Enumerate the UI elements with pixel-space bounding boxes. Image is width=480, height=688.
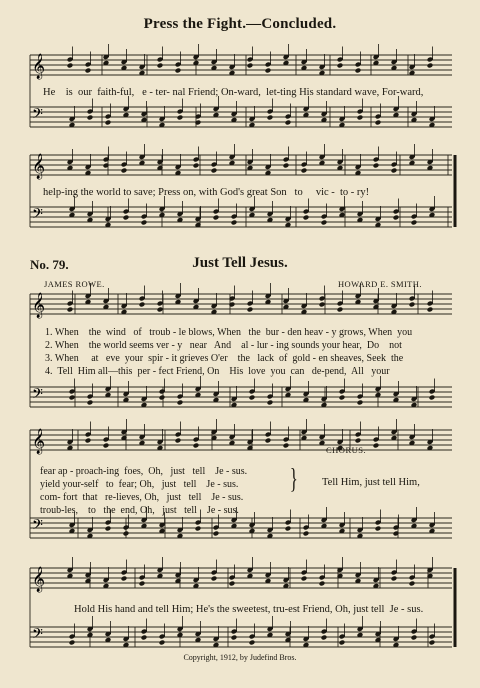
page-title: Press the Fight.—Concluded.: [143, 16, 337, 32]
note-head: [301, 576, 308, 582]
verse-1-a: 1. When the wind of troub - le blows, When the bur - den heav - y grows, When you: [45, 327, 413, 338]
note-head: [267, 400, 274, 406]
note-head: [319, 581, 326, 587]
note-head: [427, 63, 434, 69]
note-head: [159, 640, 166, 646]
note-head: [427, 307, 434, 313]
note-head: [285, 120, 292, 126]
note-head: [301, 168, 308, 174]
note-head: [141, 635, 148, 641]
note-head: [85, 68, 92, 74]
note-head: [375, 526, 382, 532]
note-head: [303, 531, 310, 537]
note-head: [429, 395, 436, 401]
note-head: [355, 68, 362, 74]
treble-clef: 𝄞: [32, 567, 46, 592]
note-head: [285, 526, 292, 532]
hymn-title: Just Tell Jesus.: [192, 255, 288, 271]
note-head: [247, 63, 254, 69]
note-head: [265, 438, 272, 444]
note-head: [231, 220, 238, 226]
note-head: [373, 443, 380, 449]
note-head: [105, 120, 112, 126]
hymn-number: No. 79.: [30, 257, 69, 272]
note-head: [357, 400, 364, 406]
note-head: [409, 581, 416, 587]
note-head: [429, 640, 436, 646]
note-head: [303, 215, 310, 221]
note-head: [319, 302, 326, 308]
bass-clef: 𝄢: [32, 626, 43, 646]
note-head: [193, 163, 200, 169]
note-head: [157, 307, 164, 313]
note-head: [69, 395, 76, 401]
bass-clef: 𝄢: [32, 106, 43, 126]
note-head: [105, 526, 112, 532]
note-head: [193, 443, 200, 449]
note-head: [231, 635, 238, 641]
refrain-line: Hold His hand and tell Him; He's the sweetest, tru-est Friend, Oh, just tell Je - sus.: [74, 604, 424, 615]
copyright-notice: Copyright, 1912, by Judefind Bros.: [183, 653, 297, 662]
chorus-text: Tell Him, just tell Him,: [322, 477, 420, 488]
note-head: [87, 400, 94, 406]
note-head: [211, 168, 218, 174]
note-head: [411, 635, 418, 641]
treble-clef: 𝄞: [32, 54, 46, 79]
note-head: [175, 68, 182, 74]
note-head: [249, 640, 256, 646]
note-head: [249, 395, 256, 401]
note-head: [337, 307, 344, 313]
verse-2-a: 2. When the world seems ver - y near And al - lur - ing sounds your hear, Do not: [45, 340, 402, 351]
verse-3-b: com- fort that re-lieves, Oh, just tell Je - sus.: [40, 492, 244, 503]
verse-4-b: troub-les, to the end, Oh, just tell Je - sus.: [40, 505, 239, 516]
note-head: [321, 635, 328, 641]
verse-4-a: 4. Tell Him all—this per - fect Friend, On His love you can de-pend, All your: [45, 366, 390, 377]
note-head: [213, 215, 220, 221]
lyricist-credit: JAMES ROWE.: [44, 279, 105, 289]
note-head: [195, 526, 202, 532]
verse-brace: }: [289, 464, 298, 495]
note-head: [267, 115, 274, 121]
note-head: [283, 163, 290, 169]
verse-3-a: 3. When at eve your spir - it grieves O'er the lack of gold - en sheaves, Seek the: [45, 353, 404, 364]
chorus-label: CHORUS.: [326, 445, 367, 455]
note-head: [121, 576, 128, 582]
note-head: [247, 307, 254, 313]
bass-clef: 𝄢: [32, 206, 43, 226]
note-head: [67, 307, 74, 313]
note-head: [139, 302, 146, 308]
note-head: [103, 443, 110, 449]
bass-clef: 𝄢: [32, 517, 43, 537]
bass-clef: 𝄢: [32, 386, 43, 406]
note-head: [339, 640, 346, 646]
treble-clef: 𝄞: [32, 293, 46, 318]
note-head: [229, 581, 236, 587]
treble-clef: 𝄞: [32, 154, 46, 179]
note-head: [211, 576, 218, 582]
note-head: [391, 576, 398, 582]
note-head: [391, 168, 398, 174]
note-head: [159, 395, 166, 401]
verse-1-b: fear ap - proach-ing foes, Oh, just tell Je - sus.: [40, 466, 248, 477]
note-head: [357, 115, 364, 121]
note-head: [265, 68, 272, 74]
note-head: [355, 438, 362, 444]
verse-2-b: yield your-self to fear; Oh, just tell Je - sus.: [40, 479, 239, 490]
note-head: [67, 63, 74, 69]
note-head: [409, 302, 416, 308]
note-head: [85, 438, 92, 444]
note-head: [175, 438, 182, 444]
note-head: [123, 531, 130, 537]
note-head: [411, 220, 418, 226]
treble-clef: 𝄞: [32, 429, 46, 454]
note-head: [213, 531, 220, 537]
note-head: [157, 63, 164, 69]
note-head: [337, 63, 344, 69]
note-head: [283, 443, 290, 449]
note-head: [373, 163, 380, 169]
note-head: [321, 220, 328, 226]
note-head: [123, 215, 130, 221]
note-head: [393, 215, 400, 221]
composer-credit: HOWARD E. SMITH.: [338, 279, 422, 289]
note-head: [139, 581, 146, 587]
note-head: [177, 400, 184, 406]
note-head: [177, 115, 184, 121]
lyric-line-1: He is our faith-ful, e - ter- nal Friend; On-ward, let-ting His standard wave, For-ward,: [43, 87, 424, 98]
note-head: [121, 168, 128, 174]
note-head: [375, 120, 382, 126]
note-head: [141, 220, 148, 226]
note-head: [87, 115, 94, 121]
note-head: [339, 395, 346, 401]
note-head: [69, 640, 76, 646]
lyric-line-2: help-ing the world to save; Press on, with God's great Son to vic - to - ry!: [43, 187, 370, 198]
